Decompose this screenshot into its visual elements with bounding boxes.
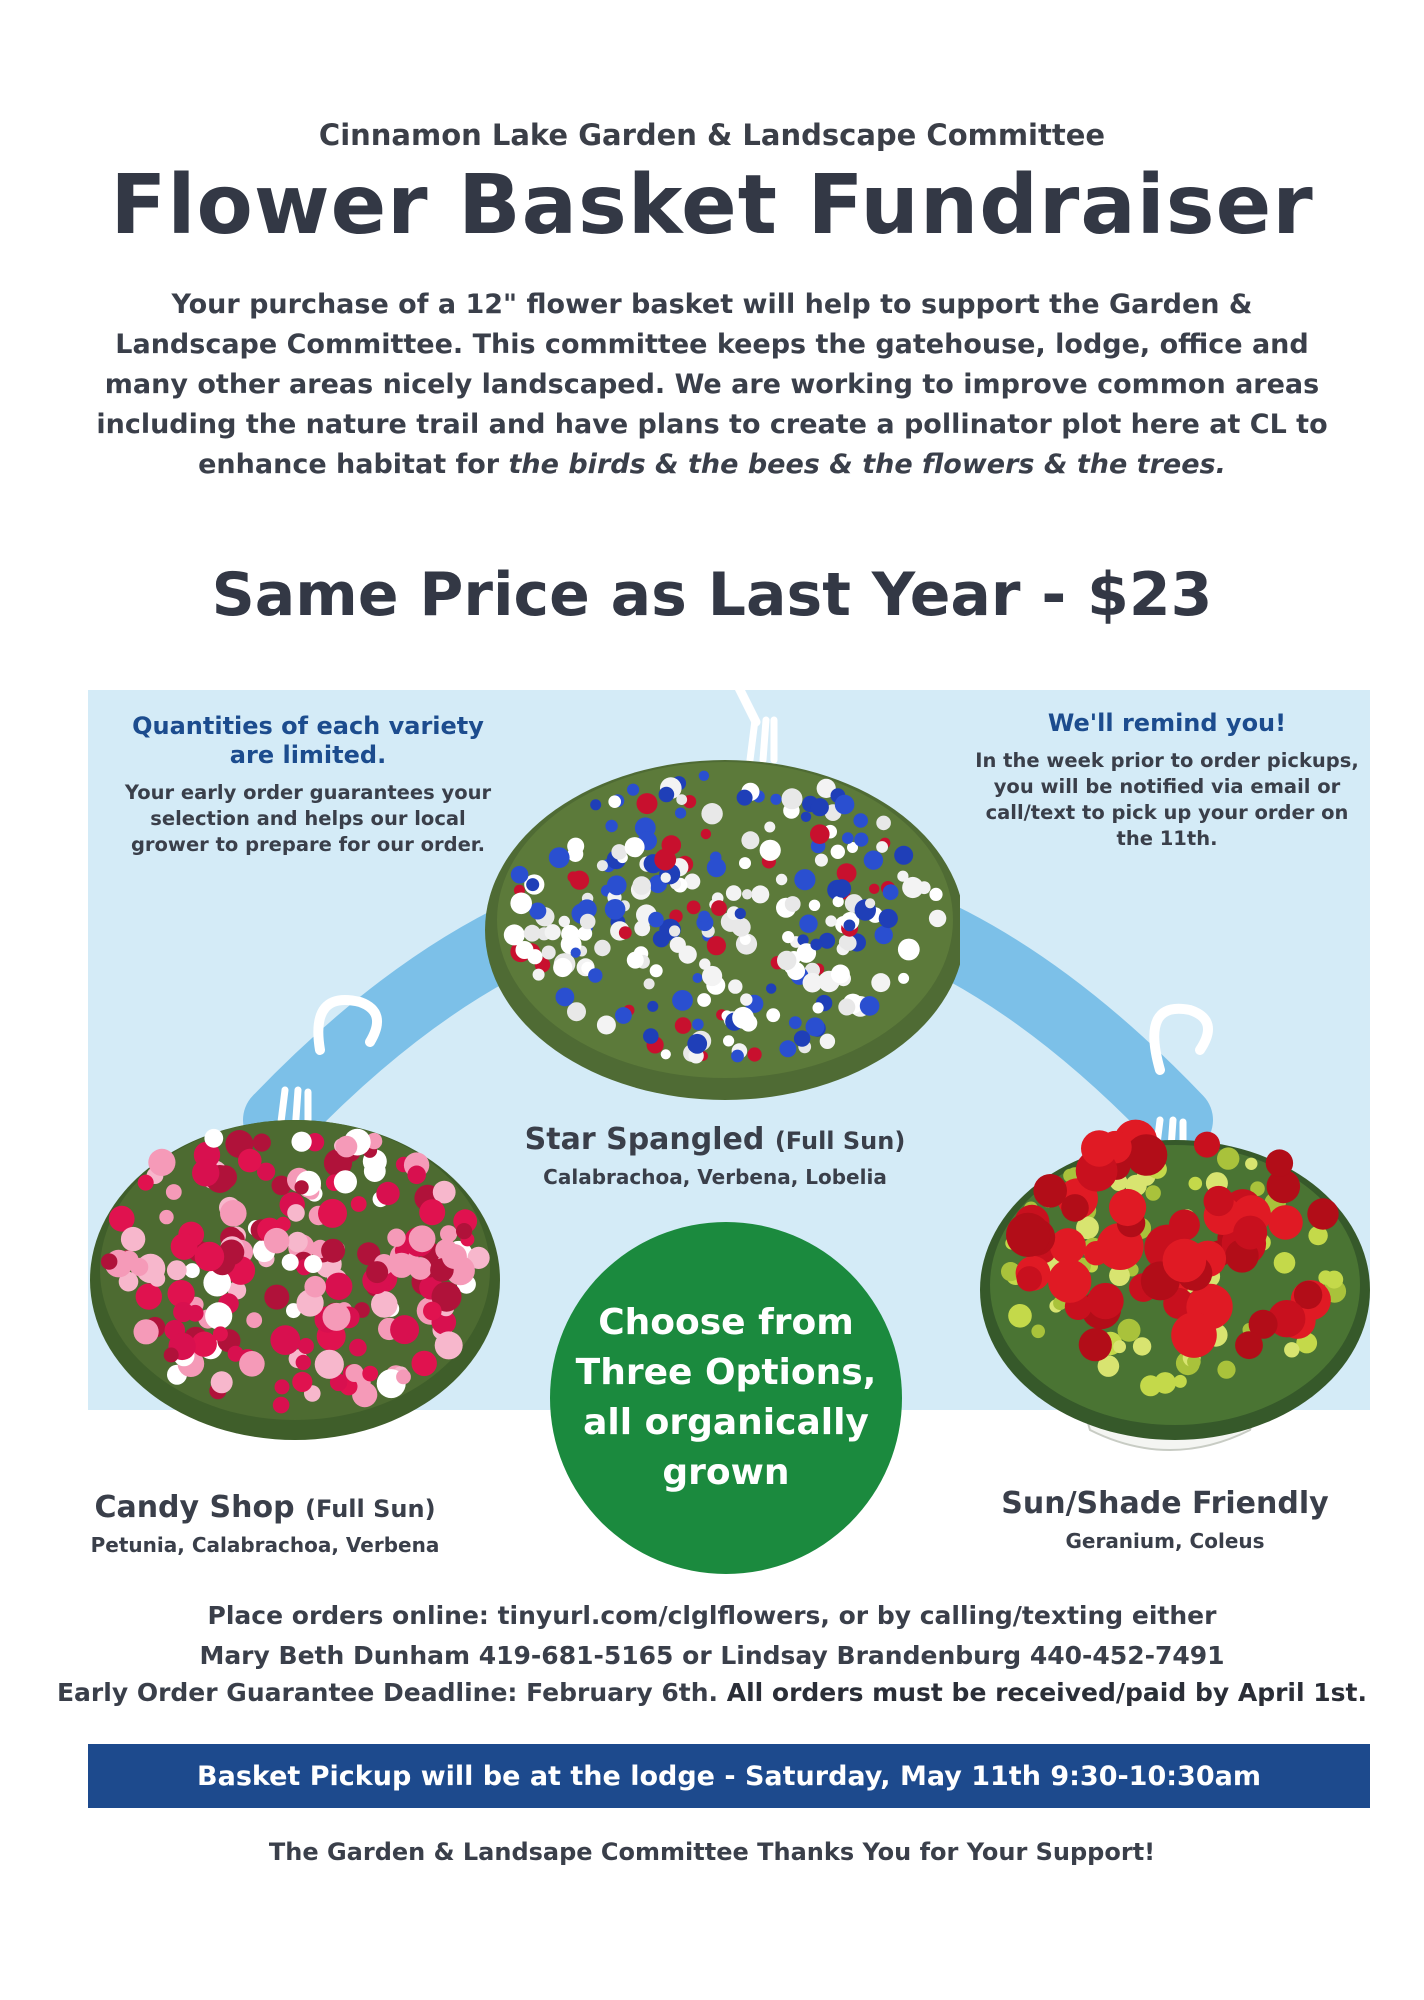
flower-blossom (298, 1338, 314, 1354)
flower-blossom (511, 866, 529, 884)
deadline-text: Early Order Guarantee Deadline: February 6th. (56, 1678, 718, 1707)
flower-blossom (526, 878, 539, 891)
flower-blossom (637, 793, 658, 814)
flower-blossom (204, 1129, 223, 1148)
flower-blossom (134, 1319, 159, 1344)
page-title: Flower Basket Fundraiser (110, 158, 1314, 253)
flower-blossom (825, 915, 836, 926)
flower-blossom (1204, 1186, 1234, 1216)
candy-shop-flowers: Petunia, Calabrachoa, Verbena (90, 1533, 440, 1557)
flower-blossom (533, 969, 545, 981)
flower-blossom (1325, 1271, 1343, 1289)
flower-blossom (728, 979, 742, 993)
flower-blossom (442, 1244, 467, 1269)
flower-blossom (699, 771, 709, 781)
flower-blossom (304, 1255, 322, 1273)
flower-blossom (833, 879, 851, 897)
flower-blossom (794, 869, 815, 890)
ordering-info (0, 1596, 1424, 1676)
flower-blossom (732, 1007, 754, 1029)
flower-blossom (702, 966, 722, 986)
flower-blossom (777, 951, 796, 970)
orders-line-2: Mary Beth Dunham 419-681-5165 or Lindsay Brandenburg 440-452-7491 (199, 1641, 1225, 1670)
flower-blossom (876, 816, 891, 831)
flower-blossom (580, 914, 596, 930)
flower-blossom (839, 935, 853, 949)
flower-blossom (270, 1325, 300, 1355)
flower-blossom (213, 1326, 228, 1341)
flower-blossom (570, 871, 589, 890)
flower-blossom (865, 898, 875, 908)
flower-blossom (1084, 1241, 1108, 1265)
flower-blossom (1108, 1237, 1134, 1263)
flower-blossom (171, 1233, 198, 1260)
flower-blossom (1169, 1210, 1200, 1241)
flower-blossom (1113, 1340, 1126, 1353)
flower-blossom (121, 1227, 145, 1251)
candy-shop-label (70, 1490, 460, 1557)
flower-blossom (192, 1159, 219, 1186)
flower-blossom (1233, 1216, 1267, 1250)
flower-blossom (238, 1149, 262, 1173)
flower-blossom (1081, 1130, 1117, 1166)
flower-blossom (782, 788, 803, 809)
flower-blossom (1033, 1174, 1067, 1208)
flower-blossom (164, 1348, 179, 1363)
flower-blossom (1061, 1194, 1089, 1222)
candy-shop-sun: (Full Sun) (305, 1495, 436, 1523)
flower-blossom (751, 885, 769, 903)
flower-blossom (894, 846, 913, 865)
flower-blossom (371, 1291, 398, 1318)
flower-blossom (325, 1273, 352, 1300)
options-line-2: Three Options, (575, 1352, 877, 1393)
flower-blossom (619, 926, 632, 939)
flower-blossom (835, 795, 855, 815)
flower-blossom (831, 845, 845, 859)
note-left-body: Your early order guarantees your selection and helps our local grower to prepare for our order. (124, 781, 492, 856)
flower-blossom (723, 1035, 734, 1046)
flower-blossom (707, 936, 726, 955)
flower-blossom (390, 1315, 419, 1344)
flower-blossom (627, 952, 644, 969)
flower-blossom (810, 939, 822, 951)
flower-blossom (929, 910, 946, 927)
flower-blossom (366, 1261, 388, 1283)
flower-blossom (737, 790, 753, 806)
flower-blossom (597, 860, 608, 871)
flower-blossom (854, 833, 868, 847)
note-right-heading: We'll remind you! (1047, 709, 1287, 737)
flower-blossom (264, 1228, 290, 1254)
flower-blossom (871, 973, 890, 992)
flower-blossom (239, 1351, 265, 1377)
flower-blossom (1008, 1304, 1032, 1328)
thank-you-note: The Garden & Landsape Committee Thanks You for Your Support! (268, 1838, 1156, 1866)
options-badge (550, 1222, 902, 1574)
flower-blossom (1017, 1266, 1042, 1291)
flower-blossom (1174, 1375, 1187, 1388)
flower-blossom (661, 1049, 671, 1059)
candy-shop-basket-image (80, 920, 500, 1460)
flower-blossom (1079, 1328, 1112, 1361)
flower-blossom (1031, 1325, 1045, 1339)
flower-blossom (701, 803, 722, 824)
flower-blossom (1171, 1312, 1217, 1358)
flower-blossom (897, 871, 908, 882)
flower-blossom (844, 920, 856, 932)
flower-blossom (364, 1160, 386, 1182)
flower-blossom (776, 874, 787, 885)
flower-blossom (187, 1305, 204, 1322)
flower-blossom (323, 1303, 351, 1331)
orders-line-1: Place orders online: tinyurl.com/clglflowers, or by calling/texting either (207, 1601, 1217, 1630)
flower-blossom (159, 1210, 173, 1224)
flower-blossom (731, 1050, 744, 1063)
flower-blossom (883, 884, 899, 900)
flower-blossom (167, 1260, 187, 1280)
pickup-text: Basket Pickup will be at the lodge - Saturday, May 11th 9:30-10:30am (197, 1760, 1261, 1792)
flower-blossom (510, 893, 532, 915)
flower-blossom (820, 1034, 835, 1049)
flower-blossom (195, 1242, 225, 1272)
flower-blossom (615, 1007, 632, 1024)
flower-blossom (440, 1225, 457, 1242)
flower-blossom (654, 849, 676, 871)
flower-blossom (362, 1366, 378, 1382)
options-line-3: all organically (583, 1402, 869, 1443)
flower-blossom (608, 795, 621, 808)
flower-blossom (740, 993, 752, 1005)
flower-blossom (813, 1002, 824, 1013)
flower-blossom (282, 1254, 299, 1271)
flower-blossom (632, 876, 651, 895)
note-quantities-limited (108, 712, 508, 858)
flower-blossom (679, 946, 697, 964)
flower-blossom (556, 988, 575, 1007)
flower-blossom (349, 1339, 367, 1357)
flower-blossom (166, 1184, 182, 1200)
intro-paragraph (90, 285, 1334, 485)
flower-blossom (315, 1350, 344, 1379)
note-right-body: In the week prior to order pickups, you will be notified via email or call/text to pick up your order on the 11th. (975, 749, 1359, 850)
flower-blossom (1189, 1177, 1203, 1191)
flower-blossom (1006, 1213, 1050, 1257)
flower-blossom (273, 1397, 290, 1414)
flower-blossom (815, 854, 828, 867)
options-line-4: grown (662, 1452, 790, 1493)
flower-blossom (567, 838, 584, 855)
flower-blossom (669, 925, 680, 936)
flower-blossom (782, 931, 794, 943)
flower-blossom (879, 909, 898, 928)
flower-blossom (687, 1034, 707, 1054)
star-spangled-name: Star Spangled (524, 1122, 765, 1157)
flower-blossom (1235, 1331, 1263, 1359)
flower-blossom (748, 1047, 762, 1061)
flower-blossom (764, 822, 775, 833)
flower-blossom (605, 820, 617, 832)
flower-blossom (675, 1017, 692, 1034)
flower-blossom (647, 1001, 658, 1012)
note-left-heading: Quantities of each variety are limited. (132, 712, 484, 769)
flower-blossom (1274, 1252, 1296, 1274)
flower-blossom (136, 1283, 162, 1309)
flower-blossom (561, 925, 579, 943)
flower-blossom (707, 858, 726, 877)
flower-blossom (803, 973, 823, 993)
flower-blossom (842, 832, 854, 844)
flower-blossom (292, 1132, 312, 1152)
flower-blossom (853, 813, 868, 828)
candy-shop-name: Candy Shop (94, 1490, 295, 1525)
flower-blossom (1163, 1239, 1207, 1283)
flower-blossom (542, 946, 556, 960)
flower-blossom (779, 1040, 796, 1057)
flower-blossom (387, 1229, 405, 1247)
flower-blossom (516, 941, 534, 959)
flower-blossom (1133, 1337, 1151, 1355)
flower-blossom (898, 939, 920, 961)
flower-blossom (648, 912, 664, 928)
flower-blossom (766, 1008, 780, 1022)
flower-blossom (205, 1302, 232, 1329)
flower-blossom (1284, 1342, 1299, 1357)
flower-blossom (594, 940, 610, 956)
deadline-info (0, 1678, 1424, 1707)
flower-blossom (789, 1016, 802, 1029)
flower-blossom (336, 1136, 358, 1158)
flower-blossom (741, 831, 759, 849)
flower-blossom (211, 1371, 233, 1393)
flower-blossom (1266, 1149, 1293, 1176)
flower-blossom (659, 787, 675, 803)
flower-blossom (597, 1016, 616, 1035)
flower-blossom (138, 1175, 154, 1191)
flower-blossom (644, 978, 655, 989)
star-spangled-sun: (Full Sun) (774, 1127, 906, 1155)
flower-blossom (264, 1285, 289, 1310)
flower-blossom (553, 958, 572, 977)
sun-shade-name: Sun/Shade Friendly (1001, 1486, 1329, 1521)
flower-blossom (661, 873, 671, 883)
flower-blossom (726, 885, 742, 901)
flower-blossom (898, 973, 909, 984)
flower-blossom (1109, 1189, 1146, 1226)
flower-blossom (693, 973, 703, 983)
flower-blossom (1050, 1228, 1086, 1264)
flower-blossom (346, 1364, 364, 1382)
flower-blossom (334, 1170, 357, 1193)
star-spangled-label (495, 1122, 935, 1189)
intro-italic: the birds & the bees & the flowers & the trees. (508, 449, 1226, 480)
flower-blossom (732, 918, 751, 937)
sun-shade-flowers: Geranium, Coleus (1065, 1529, 1265, 1553)
flower-blossom (831, 965, 850, 984)
flower-blossom (625, 837, 645, 857)
flower-blossom (409, 1225, 436, 1252)
flower-blossom (295, 1180, 309, 1194)
flower-blossom (220, 1200, 247, 1227)
flower-blossom (287, 1232, 307, 1252)
flower-blossom (545, 924, 561, 940)
flower-blossom (869, 884, 879, 894)
flower-blossom (739, 857, 751, 869)
flower-blossom (811, 798, 829, 816)
flower-blossom (148, 1149, 175, 1176)
flower-blossom (1217, 1361, 1235, 1379)
flower-blossom (687, 901, 701, 915)
committee-name: Cinnamon Lake Garden & Landscape Committee (318, 118, 1106, 152)
flower-blossom (549, 847, 570, 868)
sun-shade-basket-image (965, 930, 1385, 1470)
flower-blossom (1307, 1198, 1338, 1229)
flower-blossom (149, 1271, 165, 1287)
flower-blossom (799, 915, 817, 933)
flower-blossom (407, 1166, 426, 1185)
flower-blossom (675, 808, 686, 819)
flower-blossom (376, 1182, 399, 1205)
flower-blossom (567, 1002, 586, 1021)
flower-blossom (698, 911, 710, 923)
sun-shade-label (975, 1486, 1355, 1553)
pickup-banner (88, 1744, 1370, 1808)
flower-blossom (672, 990, 693, 1011)
flower-blossom (1048, 1260, 1091, 1303)
flower-blossom (876, 841, 888, 853)
flower-blossom (801, 812, 811, 822)
star-spangled-basket-image (480, 560, 960, 1120)
flower-blossom (1245, 1158, 1257, 1170)
flower-blossom (838, 999, 855, 1016)
flower-blossom (1087, 1283, 1123, 1319)
flower-blossom (396, 1370, 411, 1385)
flower-blossom (1268, 1205, 1303, 1240)
flower-blossom (275, 1379, 290, 1394)
flower-blossom (1126, 1134, 1168, 1176)
flower-blossom (701, 829, 711, 839)
flower-blossom (653, 930, 670, 947)
flower-blossom (697, 993, 711, 1007)
flower-blossom (864, 851, 883, 870)
flower-blossom (1217, 1147, 1239, 1169)
flower-blossom (766, 983, 776, 993)
flower-blossom (929, 888, 942, 901)
flower-blossom (524, 925, 541, 942)
flower-blossom (571, 948, 581, 958)
flower-blossom (605, 899, 626, 920)
flower-blossom (590, 799, 601, 810)
flower-blossom (794, 1030, 810, 1046)
flower-blossom (643, 1028, 659, 1044)
flower-blossom (735, 908, 746, 919)
flower-blossom (246, 1312, 262, 1328)
flower-blossom (321, 1239, 345, 1263)
flower-blossom (287, 1204, 305, 1222)
flower-blossom (810, 824, 830, 844)
flower-blossom (435, 1331, 463, 1359)
flower-blossom (607, 875, 627, 895)
flower-blossom (711, 900, 727, 916)
options-line-1: Choose from (598, 1302, 854, 1343)
flower-blossom (627, 784, 639, 796)
flower-blossom (296, 1355, 311, 1370)
deadline-bold-text: All orders must be received/paid by April 1st. (726, 1678, 1367, 1707)
intro-text: Your purchase of a 12" flower basket will help to support the Garden & Landscape Committee. This committee keeps the gatehouse, lodge, office and many other areas nicely landscaped. We are working to improve common areas including the nature trail and have plans to create a pollinator plot here at CL to enhance habitat for (96, 289, 1328, 480)
flower-blossom (409, 1257, 432, 1280)
flower-blossom (692, 1019, 704, 1031)
flower-blossom (1146, 1185, 1161, 1200)
flower-blossom (253, 1134, 271, 1152)
flower-blossom (918, 881, 931, 894)
flower-blossom (423, 1302, 442, 1321)
flower-blossom (809, 900, 820, 911)
note-reminder (972, 709, 1362, 852)
flower-blossom (770, 794, 781, 805)
flower-blossom (292, 1372, 312, 1392)
star-spangled-flowers: Calabrachoa, Verbena, Lobelia (543, 1165, 887, 1189)
flower-blossom (760, 840, 781, 861)
flower-blossom (101, 1253, 117, 1269)
flower-blossom (304, 1276, 326, 1298)
flower-blossom (419, 1199, 445, 1225)
flower-blossom (1194, 1132, 1220, 1158)
flower-blossom (875, 926, 893, 944)
flower-blossom (456, 1223, 472, 1239)
flower-blossom (1118, 1319, 1141, 1342)
flower-blossom (351, 1196, 367, 1212)
flower-blossom (318, 1199, 347, 1228)
price-headline: Same Price as Last Year - $23 (211, 560, 1213, 630)
flower-blossom (588, 968, 602, 982)
flower-blossom (742, 889, 752, 899)
flower-blossom (860, 996, 880, 1016)
flower-blossom (412, 1351, 437, 1376)
flower-blossom (650, 964, 663, 977)
flower-blossom (785, 896, 801, 912)
flower-blossom (1140, 1375, 1161, 1396)
